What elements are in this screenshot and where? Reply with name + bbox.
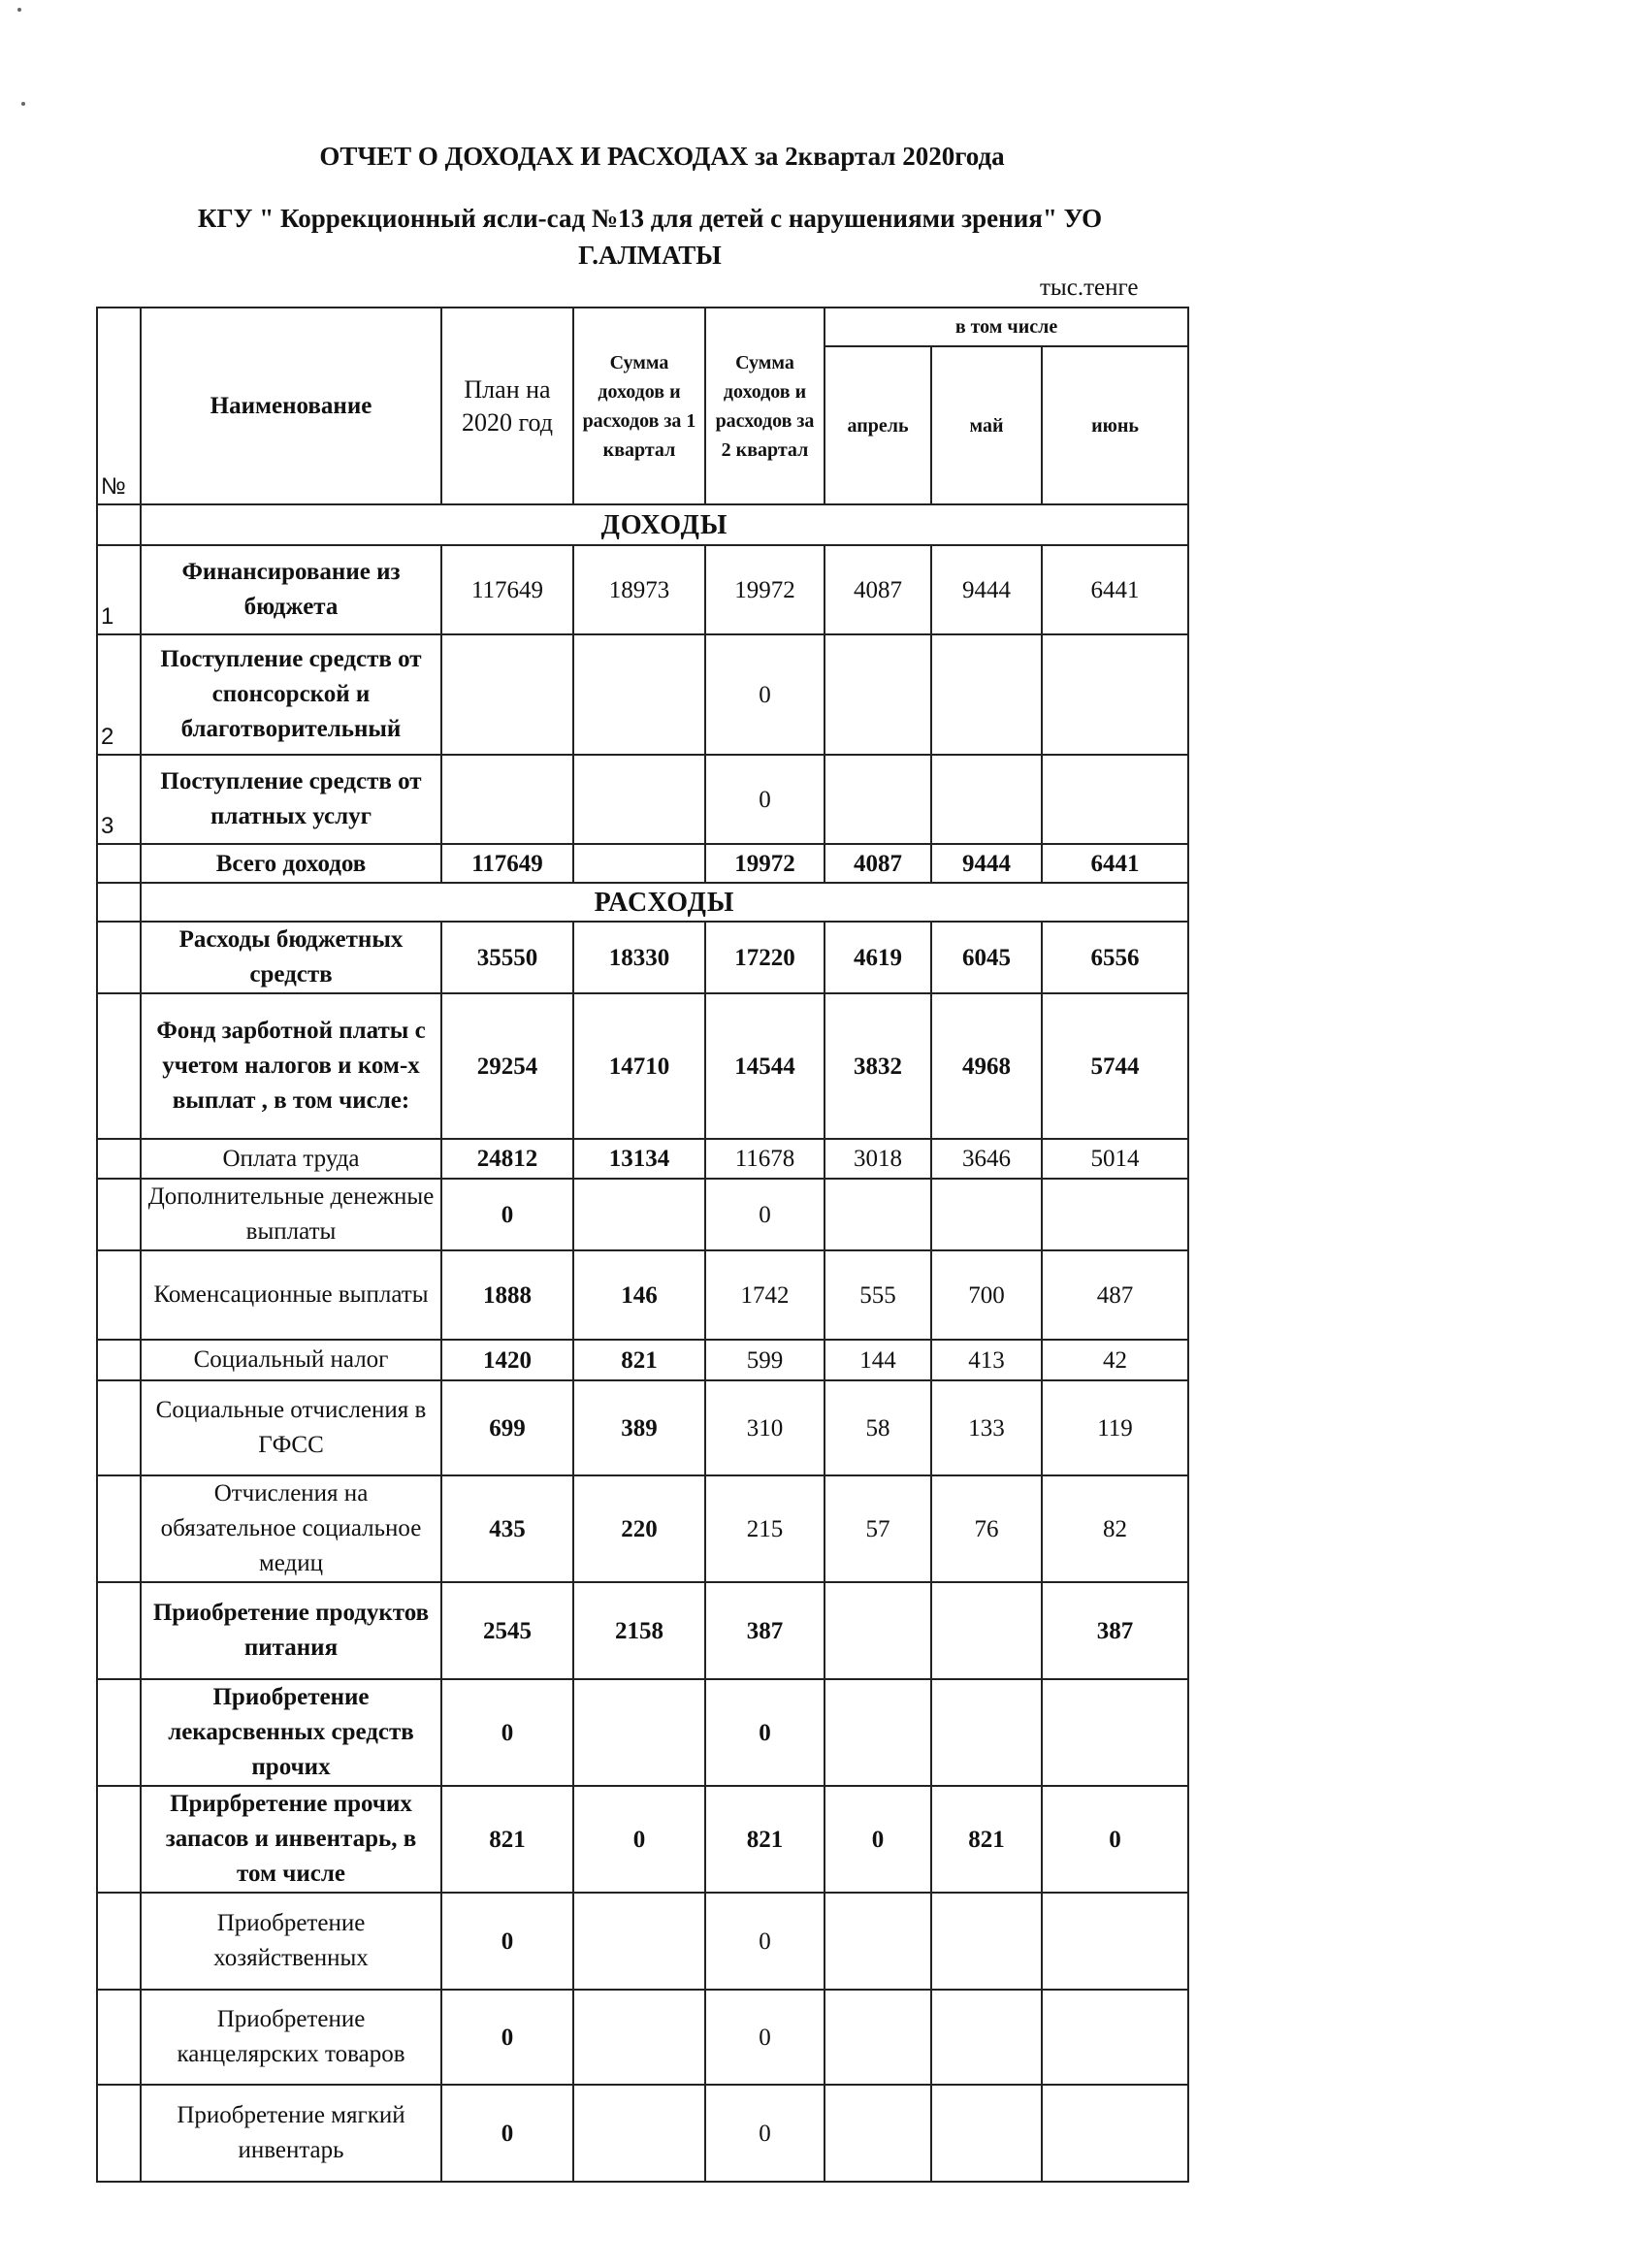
row-april bbox=[824, 755, 931, 844]
row-plan: 117649 bbox=[441, 844, 573, 883]
section-num-cell bbox=[97, 883, 141, 922]
row-q2: 0 bbox=[705, 755, 824, 844]
row-q1: 18330 bbox=[573, 922, 705, 993]
row-plan: 0 bbox=[441, 1990, 573, 2085]
row-q1: 2158 bbox=[573, 1582, 705, 1679]
organization-name bbox=[146, 200, 1154, 274]
row-plan: 117649 bbox=[441, 545, 573, 634]
organization-name-line2: Г.АЛМАТЫ bbox=[578, 241, 722, 270]
row-june: 6441 bbox=[1042, 545, 1188, 634]
row-num bbox=[97, 844, 141, 883]
table-row bbox=[97, 922, 1188, 993]
row-june: 6556 bbox=[1042, 922, 1188, 993]
section-row-expenses bbox=[97, 883, 1188, 922]
row-q2: 14544 bbox=[705, 993, 824, 1139]
row-q1 bbox=[573, 1990, 705, 2085]
report-table bbox=[96, 307, 1189, 2183]
row-june bbox=[1042, 1893, 1188, 1990]
header-row-1 bbox=[97, 308, 1188, 346]
row-q1: 18973 bbox=[573, 545, 705, 634]
row-q2: 215 bbox=[705, 1475, 824, 1582]
row-q1 bbox=[573, 2085, 705, 2182]
row-june bbox=[1042, 2085, 1188, 2182]
row-num bbox=[97, 1582, 141, 1679]
row-name: Социальные отчисления в ГФСС bbox=[141, 1380, 441, 1475]
table-row bbox=[97, 993, 1188, 1139]
row-april: 0 bbox=[824, 1786, 931, 1893]
row-name: Фонд зарботной платы с учетом налогов и ком-х выплат , в том числе: bbox=[141, 993, 441, 1139]
row-june: 6441 bbox=[1042, 844, 1188, 883]
row-april bbox=[824, 1179, 931, 1250]
row-num: 1 bbox=[97, 545, 141, 634]
row-april bbox=[824, 1582, 931, 1679]
section-income-label: ДОХОДЫ bbox=[141, 504, 1188, 545]
row-name: Прирбретение прочих запасов и инвентарь, в том числе bbox=[141, 1786, 441, 1893]
table-row bbox=[97, 1582, 1188, 1679]
row-june: 5744 bbox=[1042, 993, 1188, 1139]
table-row bbox=[97, 1475, 1188, 1582]
row-june: 119 bbox=[1042, 1380, 1188, 1475]
row-plan: 2545 bbox=[441, 1582, 573, 1679]
row-april: 3018 bbox=[824, 1139, 931, 1179]
row-num bbox=[97, 1893, 141, 1990]
row-plan: 29254 bbox=[441, 993, 573, 1139]
row-april: 144 bbox=[824, 1340, 931, 1380]
row-plan: 821 bbox=[441, 1786, 573, 1893]
row-num bbox=[97, 1250, 141, 1340]
row-name: Социальный налог bbox=[141, 1340, 441, 1380]
row-num bbox=[97, 2085, 141, 2182]
row-num bbox=[97, 1679, 141, 1786]
row-q2: 310 bbox=[705, 1380, 824, 1475]
row-q2: 11678 bbox=[705, 1139, 824, 1179]
row-num: 2 bbox=[97, 634, 141, 755]
row-june bbox=[1042, 1990, 1188, 2085]
col-header-q2: Сумма доходов и расходов за 2 квартал bbox=[705, 308, 824, 504]
row-may: 76 bbox=[931, 1475, 1042, 1582]
row-q1: 220 bbox=[573, 1475, 705, 1582]
row-may: 133 bbox=[931, 1380, 1042, 1475]
row-plan: 35550 bbox=[441, 922, 573, 993]
row-may: 821 bbox=[931, 1786, 1042, 1893]
row-q1 bbox=[573, 755, 705, 844]
row-may bbox=[931, 1179, 1042, 1250]
row-may bbox=[931, 2085, 1042, 2182]
row-name: Поступление средств от платных услуг bbox=[141, 755, 441, 844]
row-may bbox=[931, 634, 1042, 755]
row-june: 5014 bbox=[1042, 1139, 1188, 1179]
row-plan: 0 bbox=[441, 2085, 573, 2182]
row-name: Коменсационные выплаты bbox=[141, 1250, 441, 1340]
row-q1: 14710 bbox=[573, 993, 705, 1139]
row-num bbox=[97, 1179, 141, 1250]
row-april: 3832 bbox=[824, 993, 931, 1139]
row-q1: 0 bbox=[573, 1786, 705, 1893]
row-name: Приобретение канцелярских товаров bbox=[141, 1990, 441, 2085]
row-q1: 146 bbox=[573, 1250, 705, 1340]
row-q2: 0 bbox=[705, 2085, 824, 2182]
table-row bbox=[97, 1250, 1188, 1340]
table-row bbox=[97, 1179, 1188, 1250]
row-may bbox=[931, 1990, 1042, 2085]
table-row bbox=[97, 1679, 1188, 1786]
row-q2: 599 bbox=[705, 1340, 824, 1380]
table-row bbox=[97, 2085, 1188, 2182]
row-june bbox=[1042, 755, 1188, 844]
row-name: Оплата труда bbox=[141, 1139, 441, 1179]
row-may: 413 bbox=[931, 1340, 1042, 1380]
col-header-plan: План на 2020 год bbox=[441, 308, 573, 504]
organization-name-line1: КГУ " Коррекционный ясли-сад №13 для детей с нарушениями зрения" УО bbox=[197, 204, 1103, 233]
row-q2: 0 bbox=[705, 1679, 824, 1786]
row-name: Финансирование из бюджета bbox=[141, 545, 441, 634]
row-june bbox=[1042, 1679, 1188, 1786]
row-q2: 17220 bbox=[705, 922, 824, 993]
row-may: 700 bbox=[931, 1250, 1042, 1340]
section-row-income bbox=[97, 504, 1188, 545]
row-plan: 0 bbox=[441, 1679, 573, 1786]
units-label: тыс.тенге bbox=[1040, 275, 1139, 301]
row-q1 bbox=[573, 1893, 705, 1990]
col-header-including: в том числе bbox=[824, 308, 1188, 346]
row-plan: 0 bbox=[441, 1893, 573, 1990]
row-q2: 387 bbox=[705, 1582, 824, 1679]
row-april: 58 bbox=[824, 1380, 931, 1475]
table-row bbox=[97, 1380, 1188, 1475]
row-april: 4619 bbox=[824, 922, 931, 993]
table-row bbox=[97, 1786, 1188, 1893]
row-name: Расходы бюджетных средств bbox=[141, 922, 441, 993]
row-name: Поступление средств от спонсорской и благотворительный bbox=[141, 634, 441, 755]
row-april bbox=[824, 2085, 931, 2182]
row-april bbox=[824, 1893, 931, 1990]
table-row bbox=[97, 1139, 1188, 1179]
col-header-may: май bbox=[931, 346, 1042, 504]
row-may bbox=[931, 1893, 1042, 1990]
row-q1: 13134 bbox=[573, 1139, 705, 1179]
row-april: 4087 bbox=[824, 545, 931, 634]
row-april bbox=[824, 634, 931, 755]
table-row bbox=[97, 1990, 1188, 2085]
row-q1 bbox=[573, 634, 705, 755]
section-num-cell bbox=[97, 504, 141, 545]
report-title: ОТЧЕТ О ДОХОДАХ И РАСХОДАХ за 2квартал 2020года bbox=[319, 142, 1005, 171]
scan-speck bbox=[17, 8, 21, 12]
row-april bbox=[824, 1679, 931, 1786]
section-expenses-label: РАСХОДЫ bbox=[141, 883, 1188, 922]
row-name: Приобретение хозяйственных bbox=[141, 1893, 441, 1990]
row-num bbox=[97, 1475, 141, 1582]
row-june: 387 bbox=[1042, 1582, 1188, 1679]
row-num bbox=[97, 1380, 141, 1475]
row-june: 42 bbox=[1042, 1340, 1188, 1380]
row-num: 3 bbox=[97, 755, 141, 844]
col-header-q1: Сумма доходов и расходов за 1 квартал bbox=[573, 308, 705, 504]
row-plan: 0 bbox=[441, 1179, 573, 1250]
row-name: Дополнительные денежные выплаты bbox=[141, 1179, 441, 1250]
row-q1: 389 bbox=[573, 1380, 705, 1475]
row-q1 bbox=[573, 1179, 705, 1250]
row-num bbox=[97, 1340, 141, 1380]
row-q2: 1742 bbox=[705, 1250, 824, 1340]
row-name: Всего доходов bbox=[141, 844, 441, 883]
row-q2: 0 bbox=[705, 1893, 824, 1990]
row-q1: 821 bbox=[573, 1340, 705, 1380]
row-april: 57 bbox=[824, 1475, 931, 1582]
row-name: Приобретение мягкий инвентарь bbox=[141, 2085, 441, 2182]
col-header-num: № bbox=[97, 308, 141, 504]
row-name: Отчисления на обязательное социальное медиц bbox=[141, 1475, 441, 1582]
row-plan: 1888 bbox=[441, 1250, 573, 1340]
row-may: 9444 bbox=[931, 545, 1042, 634]
row-may: 4968 bbox=[931, 993, 1042, 1139]
row-num bbox=[97, 922, 141, 993]
row-june: 0 bbox=[1042, 1786, 1188, 1893]
table-row bbox=[97, 1340, 1188, 1380]
row-plan: 24812 bbox=[441, 1139, 573, 1179]
row-num bbox=[97, 993, 141, 1139]
row-may bbox=[931, 755, 1042, 844]
row-q2: 0 bbox=[705, 1179, 824, 1250]
row-name: Приобретение продуктов питания bbox=[141, 1582, 441, 1679]
row-plan: 699 bbox=[441, 1380, 573, 1475]
row-name: Приобретение лекарсвенных средств прочих bbox=[141, 1679, 441, 1786]
row-plan: 1420 bbox=[441, 1340, 573, 1380]
row-june: 82 bbox=[1042, 1475, 1188, 1582]
row-plan bbox=[441, 634, 573, 755]
row-plan bbox=[441, 755, 573, 844]
row-q2: 0 bbox=[705, 634, 824, 755]
row-num bbox=[97, 1786, 141, 1893]
row-may: 6045 bbox=[931, 922, 1042, 993]
row-june bbox=[1042, 634, 1188, 755]
row-num bbox=[97, 1139, 141, 1179]
row-q2: 19972 bbox=[705, 844, 824, 883]
row-q1 bbox=[573, 1679, 705, 1786]
scan-speck bbox=[21, 102, 25, 106]
table-row bbox=[97, 755, 1188, 844]
total-income-row bbox=[97, 844, 1188, 883]
col-header-april: апрель bbox=[824, 346, 931, 504]
row-num bbox=[97, 1990, 141, 2085]
row-may bbox=[931, 1679, 1042, 1786]
row-may: 3646 bbox=[931, 1139, 1042, 1179]
table-row bbox=[97, 634, 1188, 755]
row-may bbox=[931, 1582, 1042, 1679]
row-june bbox=[1042, 1179, 1188, 1250]
row-may: 9444 bbox=[931, 844, 1042, 883]
row-q2: 19972 bbox=[705, 545, 824, 634]
row-june: 487 bbox=[1042, 1250, 1188, 1340]
row-april: 555 bbox=[824, 1250, 931, 1340]
table-row bbox=[97, 545, 1188, 634]
table-row bbox=[97, 1893, 1188, 1990]
row-q2: 0 bbox=[705, 1990, 824, 2085]
row-q1 bbox=[573, 844, 705, 883]
row-plan: 435 bbox=[441, 1475, 573, 1582]
row-q2: 821 bbox=[705, 1786, 824, 1893]
col-header-name: Наименование bbox=[141, 308, 441, 504]
row-april: 4087 bbox=[824, 844, 931, 883]
col-header-june: июнь bbox=[1042, 346, 1188, 504]
row-april bbox=[824, 1990, 931, 2085]
